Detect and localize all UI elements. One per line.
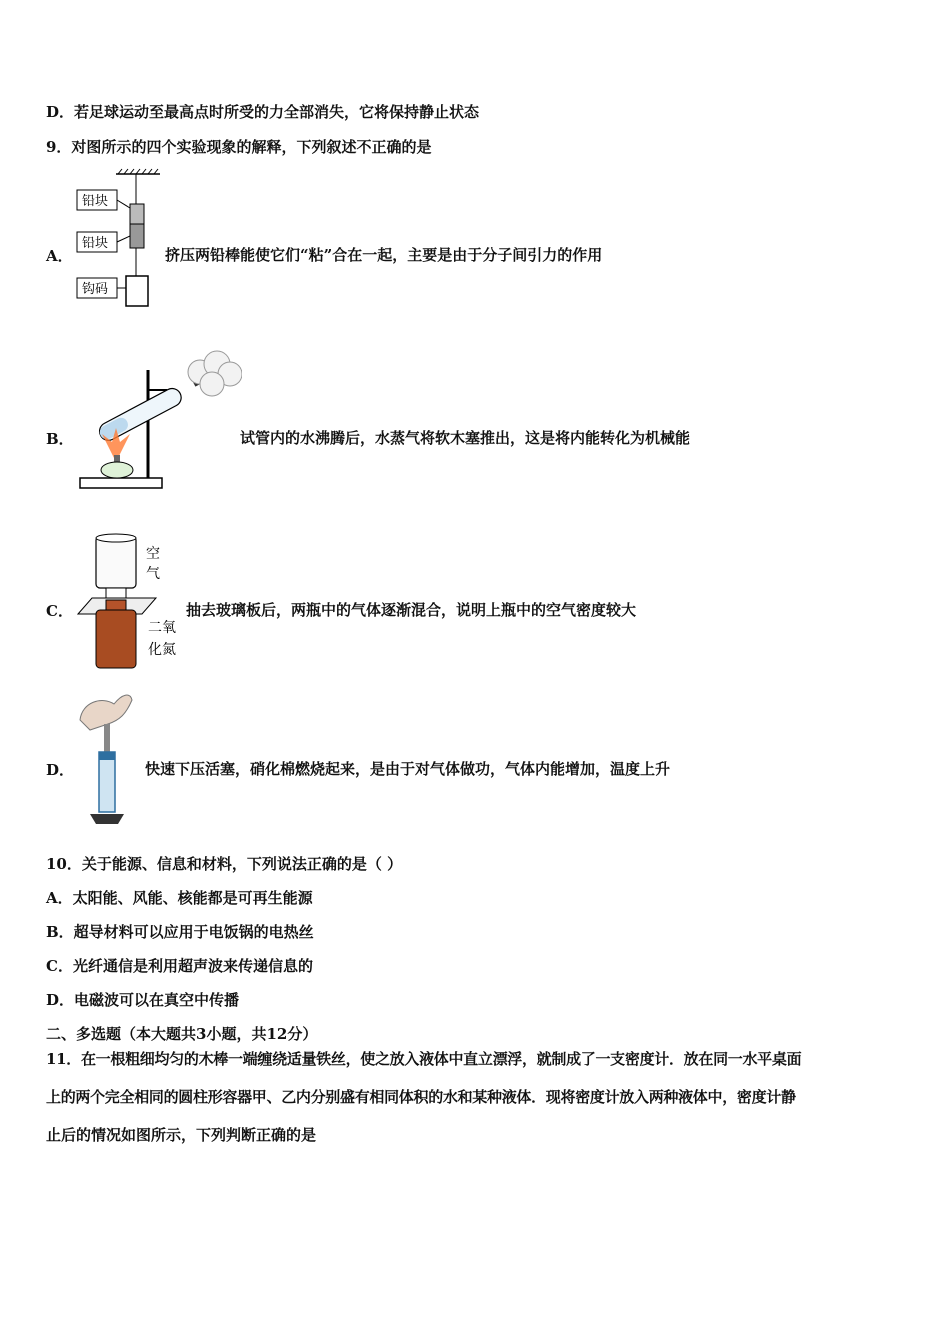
test-tube-figure bbox=[72, 350, 242, 495]
q11-line-1: 11．在一根粗细均匀的木棒一端缠绕适量铁丝，使之放入液体中直立漂浮，就制成了一支密度计．放在同一水平桌面 bbox=[46, 1050, 802, 1068]
fig-label-no2-2: 化氮 bbox=[148, 642, 176, 658]
q9-option-b-text: 试管内的水沸腾后，水蒸气将软木塞推出，这是将内能转化为机械能 bbox=[240, 429, 691, 447]
gas-bottles-figure bbox=[72, 532, 192, 672]
lead-blocks-figure bbox=[72, 166, 167, 311]
q9-option-d-text: 快速下压活塞，硝化棉燃烧起来，是由于对气体做功，气体内能增加，温度上升 bbox=[145, 760, 671, 778]
q10-option-d: D．电磁波可以在真空中传播 bbox=[46, 991, 240, 1009]
q9-option-b-label: B． bbox=[46, 430, 74, 448]
q11-line-2: 上的两个完全相同的圆柱形容器甲、乙内分别盛有相同体积的水和某种液体．现将密度计放入两种液体中，密度计静 bbox=[46, 1088, 796, 1106]
q9-option-d-label: D． bbox=[46, 761, 75, 779]
fig-label-lead-2: 铅块 bbox=[82, 236, 109, 251]
q11-line-3: 止后的情况如图所示，下列判断正确的是 bbox=[46, 1126, 317, 1144]
q9-option-a-text: 挤压两铅棒能使它们“粘”合在一起，主要是由于分子间引力的作用 bbox=[165, 246, 603, 264]
q9-option-c-label: C． bbox=[46, 602, 73, 620]
q9-option-a-label: A． bbox=[46, 247, 73, 265]
q10-option-a: A．太阳能、风能、核能都是可再生能源 bbox=[46, 889, 313, 907]
q8-option-d: D．若足球运动至最高点时所受的力全部消失，它将保持静止状态 bbox=[46, 103, 480, 121]
q9-stem: 9．对图所示的四个实验现象的解释，下列叙述不正确的是 bbox=[46, 138, 432, 156]
q10-option-b: B．超导材料可以应用于电饭锅的电热丝 bbox=[46, 923, 314, 941]
fig-label-no2-1: 二氧 bbox=[148, 620, 176, 636]
fig-label-weight: 钩码 bbox=[82, 282, 109, 297]
fig-label-air-2: 气 bbox=[146, 566, 160, 582]
q9-option-c-text: 抽去玻璃板后，两瓶中的气体逐渐混合，说明上瓶中的空气密度较大 bbox=[186, 601, 637, 619]
section-heading: 二、多选题（本大题共3小题，共12分） bbox=[46, 1025, 318, 1043]
fig-label-air-1: 空 bbox=[146, 546, 160, 562]
fig-label-lead-1: 铅块 bbox=[82, 194, 109, 209]
piston-figure bbox=[72, 690, 142, 830]
q10-option-c: C．光纤通信是利用超声波来传递信息的 bbox=[46, 957, 313, 975]
q10-stem: 10．关于能源、信息和材料，下列说法正确的是（ ） bbox=[46, 855, 403, 873]
